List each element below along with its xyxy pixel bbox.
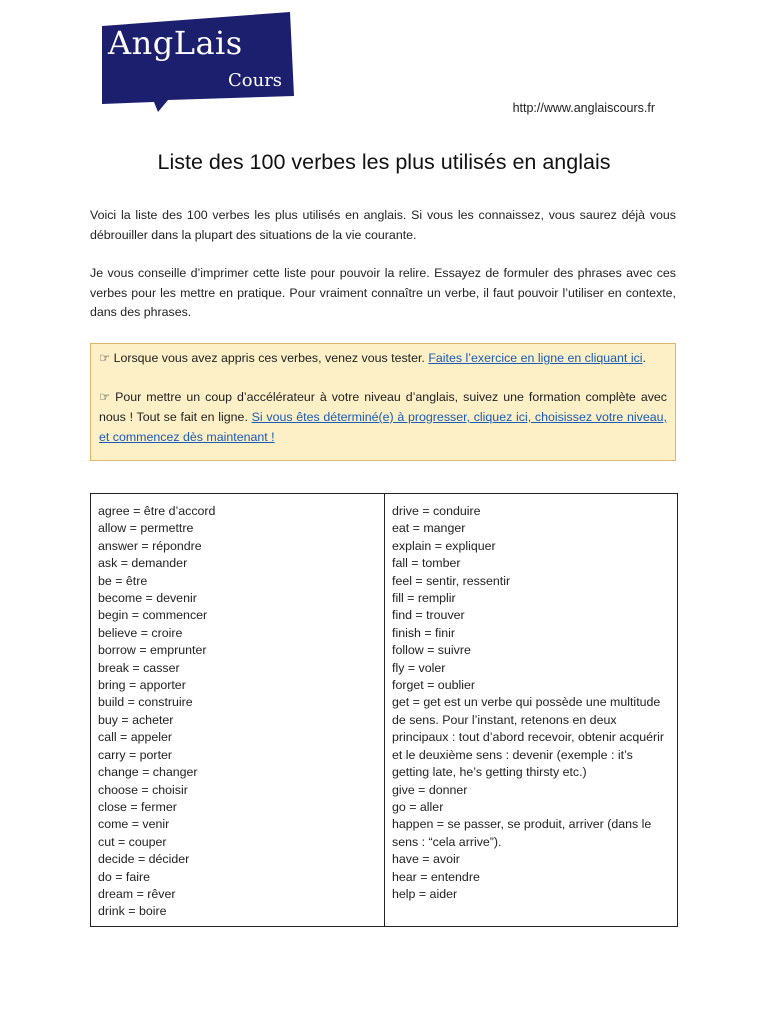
intro-paragraph-2: Je vous conseille d’imprimer cette liste pour pouvoir la relire. Essayez de formuler des phrases avec ces verbes pour les mettre en pratique. Pour vraiment connaître un verbe, il faut pouvoir l’utiliser en contexte, dans des phrases. <box>90 266 676 319</box>
exercise-link[interactable]: Faites l’exercice en ligne en cliquant ici <box>428 351 643 365</box>
page-title: Liste des 100 verbes les plus utilisés en anglais <box>157 150 611 174</box>
site-url[interactable]: http://www.anglaiscours.fr <box>512 101 655 115</box>
verb-entry: get = get est un verbe qui possède une multitude de sens. Pour l’instant, retenons en deux principaux : tout d’abord recevoir, obtenir acquérir et le deuxième sens : devenir (exemple : it’s getting late, he’s getting thirsty etc.) <box>392 695 665 780</box>
verb-entry: ask = demander <box>98 556 188 571</box>
verbs-table <box>90 493 678 927</box>
verb-entry: finish = finir <box>392 625 456 640</box>
verb-entry: become = devenir <box>98 591 197 606</box>
verb-entry: forget = oublier <box>392 678 476 693</box>
verb-entry: have = avoir <box>392 852 460 867</box>
verb-entry: find = trouver <box>392 608 465 623</box>
anglais-cours-logo[interactable] <box>98 12 298 112</box>
verb-entry: do = faire <box>98 869 151 884</box>
callout-text-2: Pour mettre un coup d’accélérateur à votre niveau d’anglais, suivez une formation complète avec nous ! Tout se fait en ligne. <box>99 390 667 424</box>
intro-paragraph-1: Voici la liste des 100 verbes les plus utilisés en anglais. Si vous les connaissez, vous saurez déjà vous débrouiller dans la plupart des situations de la vie courante. <box>90 208 676 242</box>
verb-entry: follow = suivre <box>392 643 471 658</box>
verb-entry: drive = conduire <box>392 504 481 518</box>
verb-entry: allow = permettre <box>98 521 194 536</box>
verb-entry: fly = voler <box>392 660 446 675</box>
logo-title: AngLais <box>108 24 243 62</box>
verb-entry: give = donner <box>392 782 468 797</box>
verb-entry: believe = croire <box>98 625 183 640</box>
verb-entry: buy = acheter <box>98 712 174 727</box>
verb-entry: call = appeler <box>98 730 173 745</box>
verb-entry: begin = commencer <box>98 608 208 623</box>
pointing-hand-icon: ☞ <box>99 390 111 404</box>
verbs-column-right <box>384 494 677 926</box>
pointing-hand-icon: ☞ <box>99 351 111 365</box>
verb-entry: happen = se passer, se produit, arriver (dans le sens : “cela arrive”). <box>392 817 652 849</box>
verb-entry: change = changer <box>98 765 198 780</box>
verb-entry: help = aider <box>392 886 458 901</box>
verb-entry: build = construire <box>98 695 193 710</box>
verbs-column-left <box>91 494 384 926</box>
verb-entry: go = aller <box>392 799 444 814</box>
verb-entry: dream = rêver <box>98 886 176 901</box>
verb-entry: break = casser <box>98 660 180 675</box>
verb-entry: borrow = emprunter <box>98 643 207 658</box>
verb-entry: fall = tomber <box>392 556 461 571</box>
verb-entry: feel = sentir, ressentir <box>392 573 511 588</box>
verb-entry: drink = boire <box>98 904 167 919</box>
verb-entry: eat = manger <box>392 521 466 536</box>
verb-entry: agree = être d’accord <box>98 504 216 518</box>
verb-entry: close = fermer <box>98 799 177 814</box>
logo-subtitle: Cours <box>228 70 283 91</box>
verb-entry: bring = apporter <box>98 678 186 693</box>
verb-entry: answer = répondre <box>98 538 202 553</box>
verb-entry: hear = entendre <box>392 869 480 884</box>
verb-entry: fill = remplir <box>392 591 456 606</box>
verb-entry: decide = décider <box>98 852 190 867</box>
verb-entry: be = être <box>98 573 148 588</box>
callout-line-1: ☞ Lorsque vous avez appris ces verbes, venez vous tester. Faites l’exercice en ligne en cliquant ici. <box>99 351 646 365</box>
verb-entry: explain = expliquer <box>392 538 496 553</box>
verb-entry: cut = couper <box>98 834 167 849</box>
training-link[interactable]: Si vous êtes déterminé(e) à progresser, cliquez ici, choisissez votre niveau, et commencez dès maintenant ! <box>99 410 667 444</box>
verb-entry: come = venir <box>98 817 170 832</box>
verb-entry: choose = choisir <box>98 782 188 797</box>
callout-box <box>90 343 676 461</box>
verb-entry: carry = porter <box>98 747 173 762</box>
callout-text-1: Lorsque vous avez appris ces verbes, venez vous tester. <box>113 351 425 365</box>
callout-line-2 <box>99 387 667 447</box>
